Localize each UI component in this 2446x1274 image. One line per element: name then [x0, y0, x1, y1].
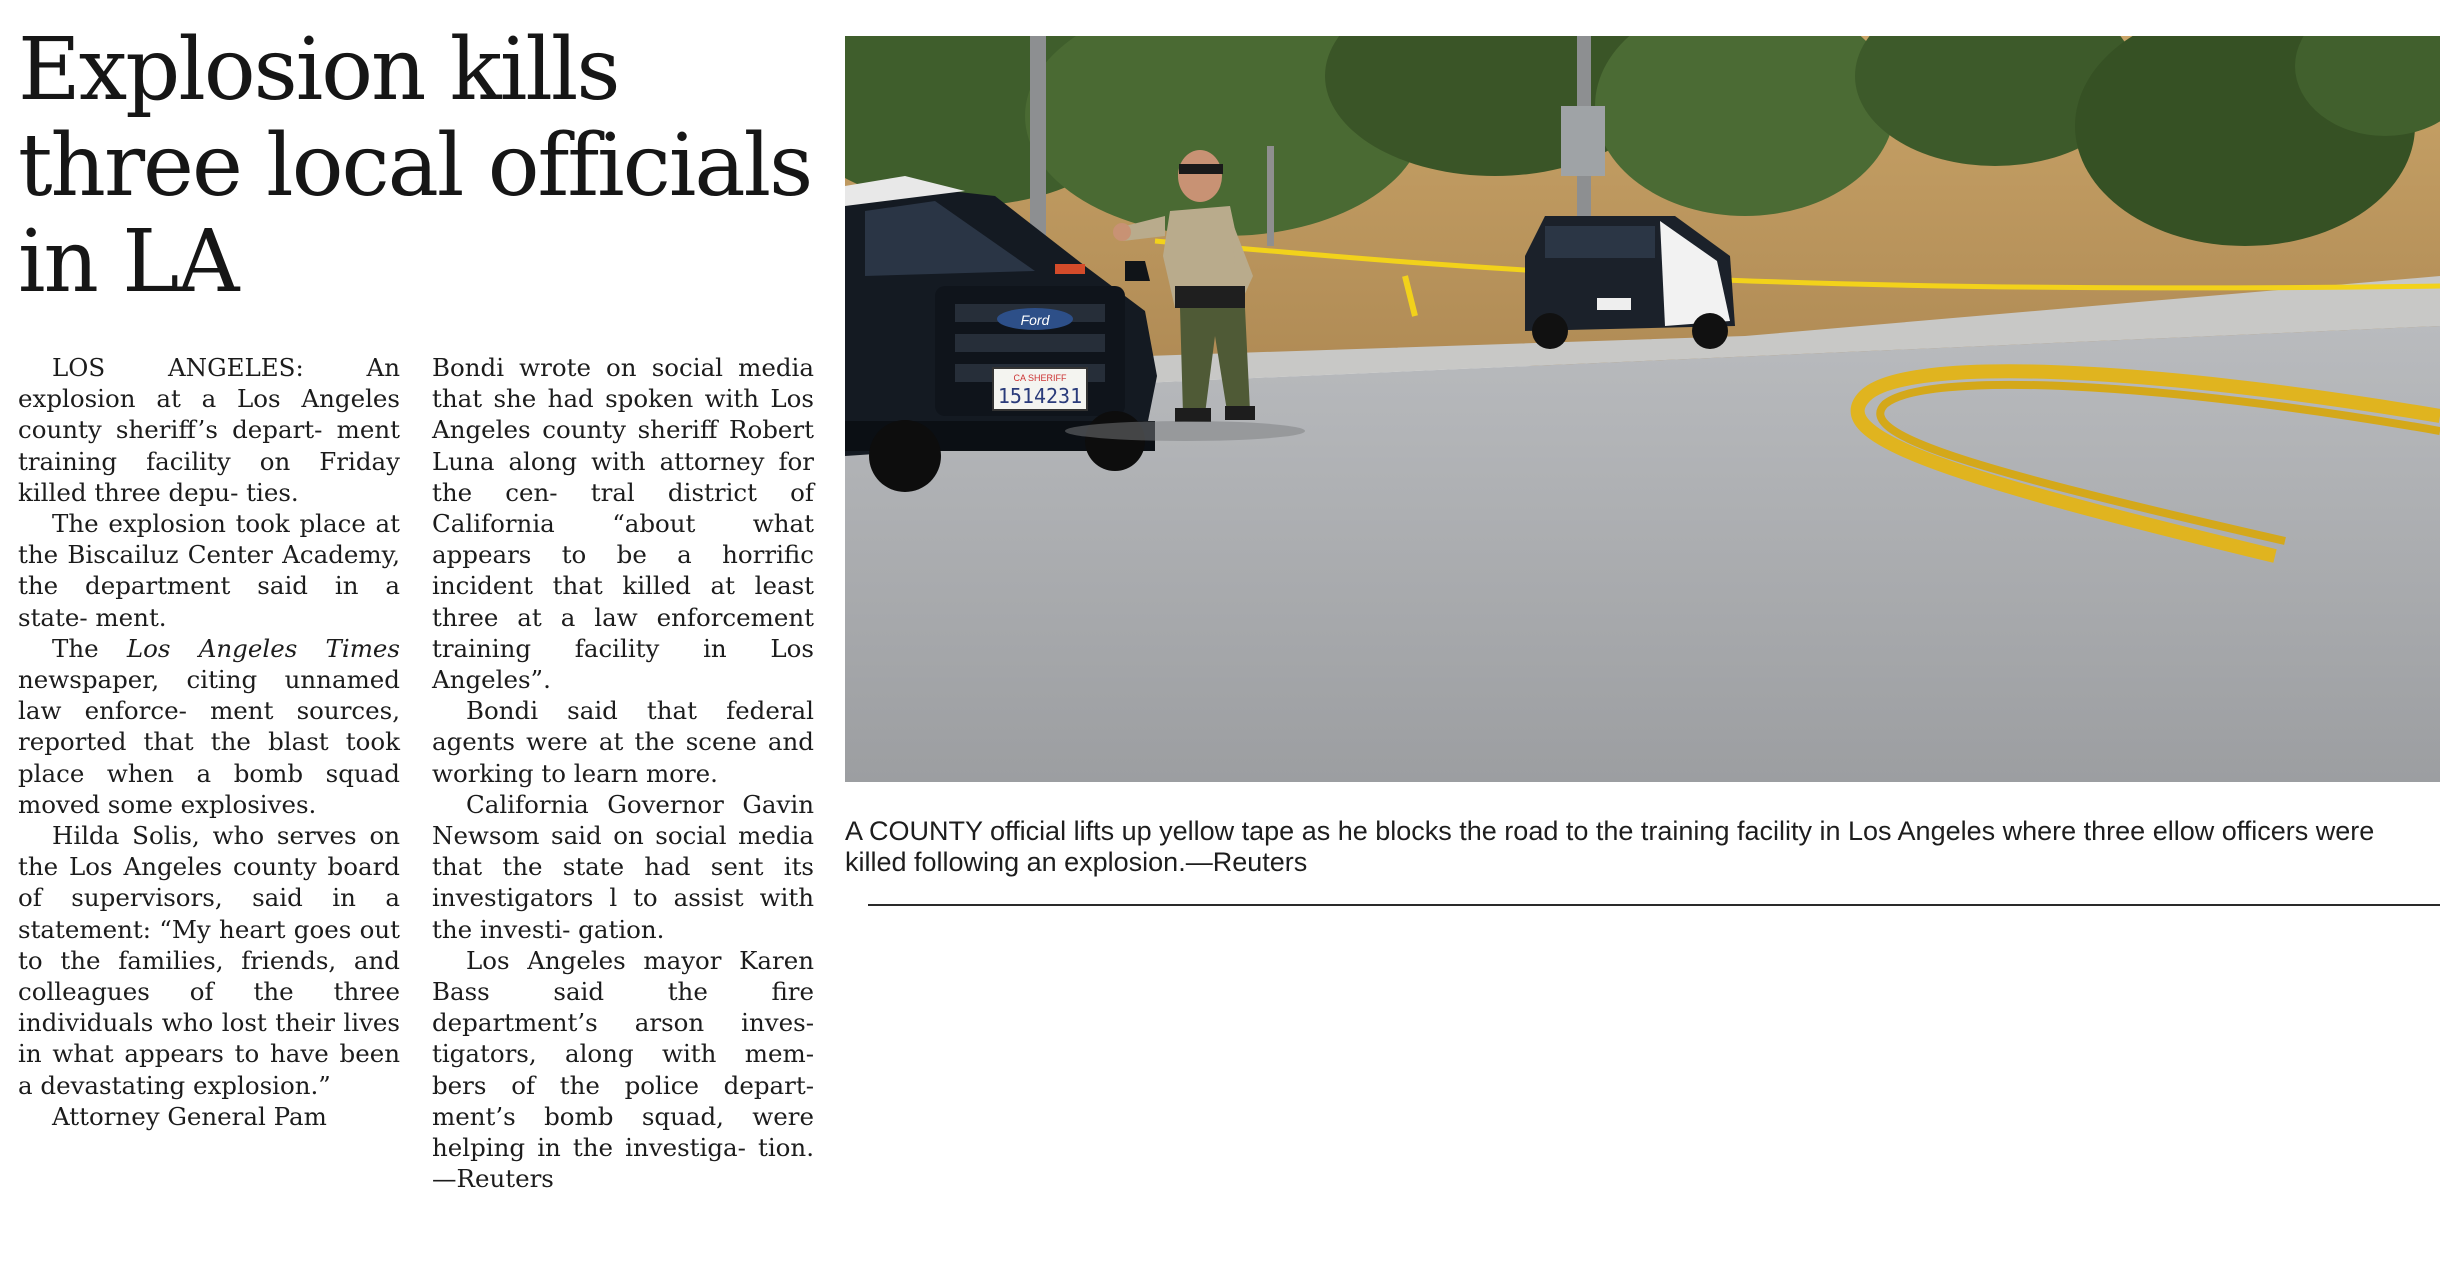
svg-text:1514231: 1514231: [997, 384, 1083, 408]
paragraph: Los Angeles mayor Karen Bass said the fire department’s arson inves- tigators, along with mem- bers of the police depart- ment’s bomb squad, were helping in the investiga- tion.—Reuters: [432, 945, 814, 1194]
paragraph: The explosion took place at the Biscailuz Center Academy, the department said in a state- ment.: [18, 509, 400, 632]
svg-text:CA SHERIFF: CA SHERIFF: [1013, 373, 1067, 383]
article-column-1: [18, 352, 400, 1132]
light-pole: [1030, 36, 1046, 251]
paragraph: LOS ANGELES: An explosion at a Los Angeles county sheriff’s depart- ment training facility on Friday killed three depu- ties.: [18, 353, 400, 507]
paragraph: The Los Angeles Times newspaper, citing unnamed law enforce- ment sources, reported that the blast took place when a bomb squad moved some explosives.: [18, 633, 400, 819]
paragraph: Bondi said that federal agents were at the scene and working to learn more.: [432, 696, 814, 788]
divider-rule: [868, 904, 2440, 906]
publication-name: Los Angeles Times: [126, 633, 400, 663]
paragraph: Bondi wrote on social media that she had spoken with Los Angeles county sheriff Robert Luna along with attorney for the cen- tral district of California “about what appears to be a horrific incident that killed at least three at a law enforcement training facility in Los Angeles”.: [432, 353, 814, 695]
vehicle-badge: Ford: [1020, 312, 1050, 328]
paragraph: Hilda Solis, who serves on the Los Angeles county board of supervisors, said in a statement: “My heart goes out to the families, friends, and colleagues of the three individuals who lost their lives in what appears to have been a devastating explosion.”: [18, 821, 400, 1100]
photo-illustration: [845, 36, 2440, 782]
article-column-2: [432, 352, 814, 1194]
news-photo: [845, 36, 2440, 782]
sign-post: [1267, 146, 1274, 246]
photo-caption: A COUNTY official lifts up yellow tape as he blocks the road to the training facility in Los Angeles where three ellow officers were killed following an explosion.—Reuters: [845, 816, 2375, 877]
paragraph: Attorney General Pam: [52, 1101, 327, 1131]
paragraph: California Governor Gavin Newsom said on social media that the state had sent its investigators l to assist with the investi- gation.: [432, 789, 814, 944]
road-sign: [1561, 106, 1605, 176]
headline: Explosion kills three local officials in LA: [18, 20, 812, 312]
